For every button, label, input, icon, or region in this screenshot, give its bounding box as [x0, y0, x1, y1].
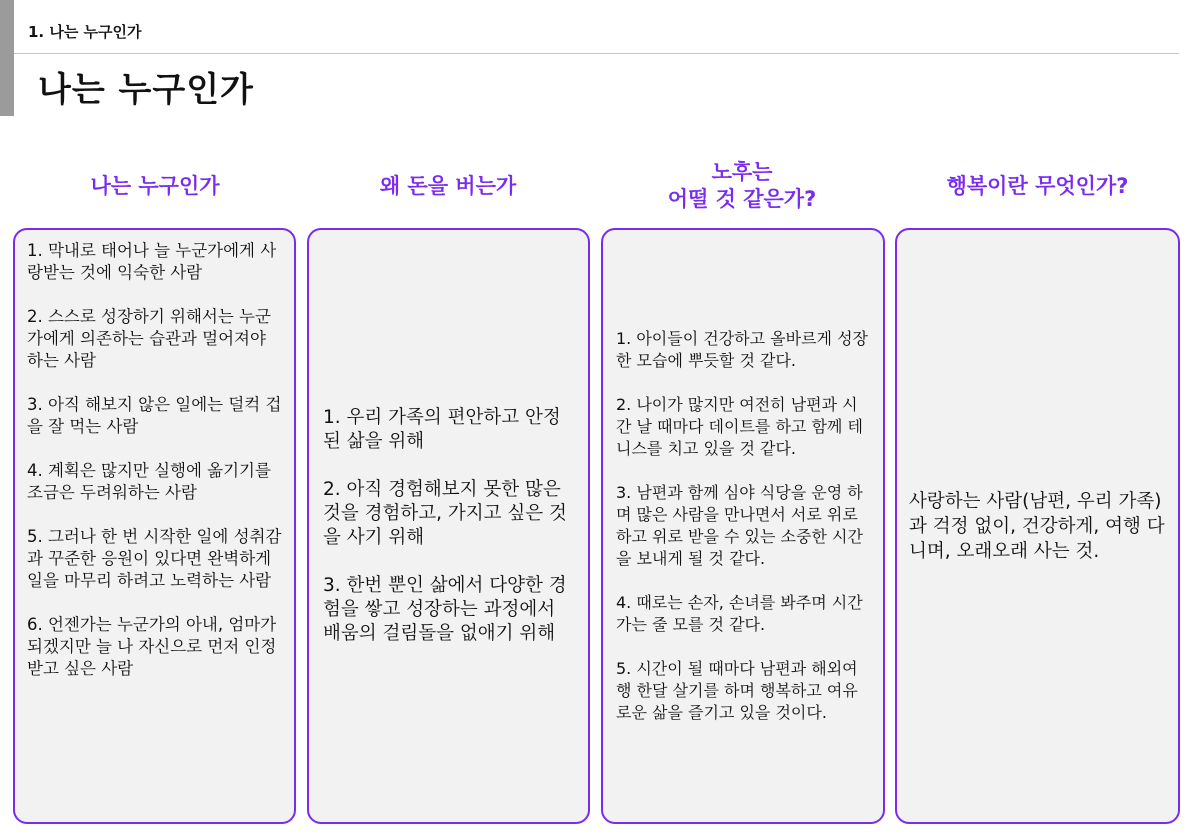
card-retirement [601, 228, 885, 824]
header-divider [14, 53, 1179, 54]
column-heading-why-earn-money: 왜 돈을 버는가 [379, 173, 517, 198]
list-item: 1. 우리 가족의 편안하고 안정된 삶을 위해 [323, 407, 561, 452]
list-item: 5. 시간이 될 때마다 남편과 해외여행 한달 살기를 하며 행복하고 여유로운 삶을 즐기고 있을 것이다. [616, 659, 858, 722]
list-item: 3. 아직 해보지 않은 일에는 덜컥 겁을 잘 먹는 사람 [27, 395, 282, 436]
list-item: 4. 때로는 손자, 손녀를 봐주며 시간 가는 줄 모를 것 같다. [616, 593, 863, 634]
list-item: 6. 언젠가는 누군가의 아내, 엄마가 되겠지만 늘 나 자신으로 먼저 인정받고 싶은 사람 [27, 615, 277, 678]
column-heading-retirement: 노후는 어떨 것 같은가? [667, 160, 817, 211]
list-item: 2. 스스로 성장하기 위해서는 누군가에게 의존하는 습관과 멀어져야 하는 사람 [27, 307, 271, 370]
list-item: 1. 아이들이 건강하고 올바르게 성장한 모습에 뿌듯할 것 같다. [616, 329, 868, 370]
list-item: 3. 남편과 함께 심야 식당을 운영 하며 많은 사람을 만나면서 서로 위로하고 위로 받을 수 있는 소중한 시간을 보내게 될 것 같다. [616, 483, 863, 568]
column-heading-happiness: 행복이란 무엇인가? [946, 173, 1129, 198]
list-item: 2. 나이가 많지만 여전히 남편과 시간 날 때마다 데이트를 하고 함께 테니스를 치고 있을 것 같다. [616, 395, 863, 458]
card-who-am-i [13, 228, 296, 824]
list-item: 4. 계획은 많지만 실행에 옮기기를 조금은 두려워하는 사람 [27, 461, 271, 502]
list-item: 사랑하는 사람(남편, 우리 가족)과 걱정 없이, 건강하게, 여행 다니며, 오래오래 사는 것. [909, 490, 1165, 562]
breadcrumb: 1. 나는 누구인가 [28, 23, 142, 41]
list-item: 5. 그러나 한 번 시작한 일에 성취감과 꾸준한 응원이 있다면 완벽하게 일을 마무리 하려고 노력하는 사람 [27, 527, 282, 590]
card-why-earn-money [307, 228, 590, 824]
header-accent-bar [0, 0, 14, 116]
list-item: 1. 막내로 태어나 늘 누군가에게 사랑받는 것에 익숙한 사람 [27, 241, 277, 282]
list-item: 3. 한번 뿐인 삶에서 다양한 경험을 쌓고 성장하는 과정에서 배움의 걸림돌을 없애기 위해 [323, 575, 567, 644]
page-title: 나는 누구인가 [38, 70, 254, 110]
card-happiness [895, 228, 1180, 824]
list-item: 2. 아직 경험해보지 못한 많은 것을 경험하고, 가지고 싶은 것을 사기 위해 [323, 479, 567, 548]
column-heading-who-am-i: 나는 누구인가 [90, 173, 220, 198]
